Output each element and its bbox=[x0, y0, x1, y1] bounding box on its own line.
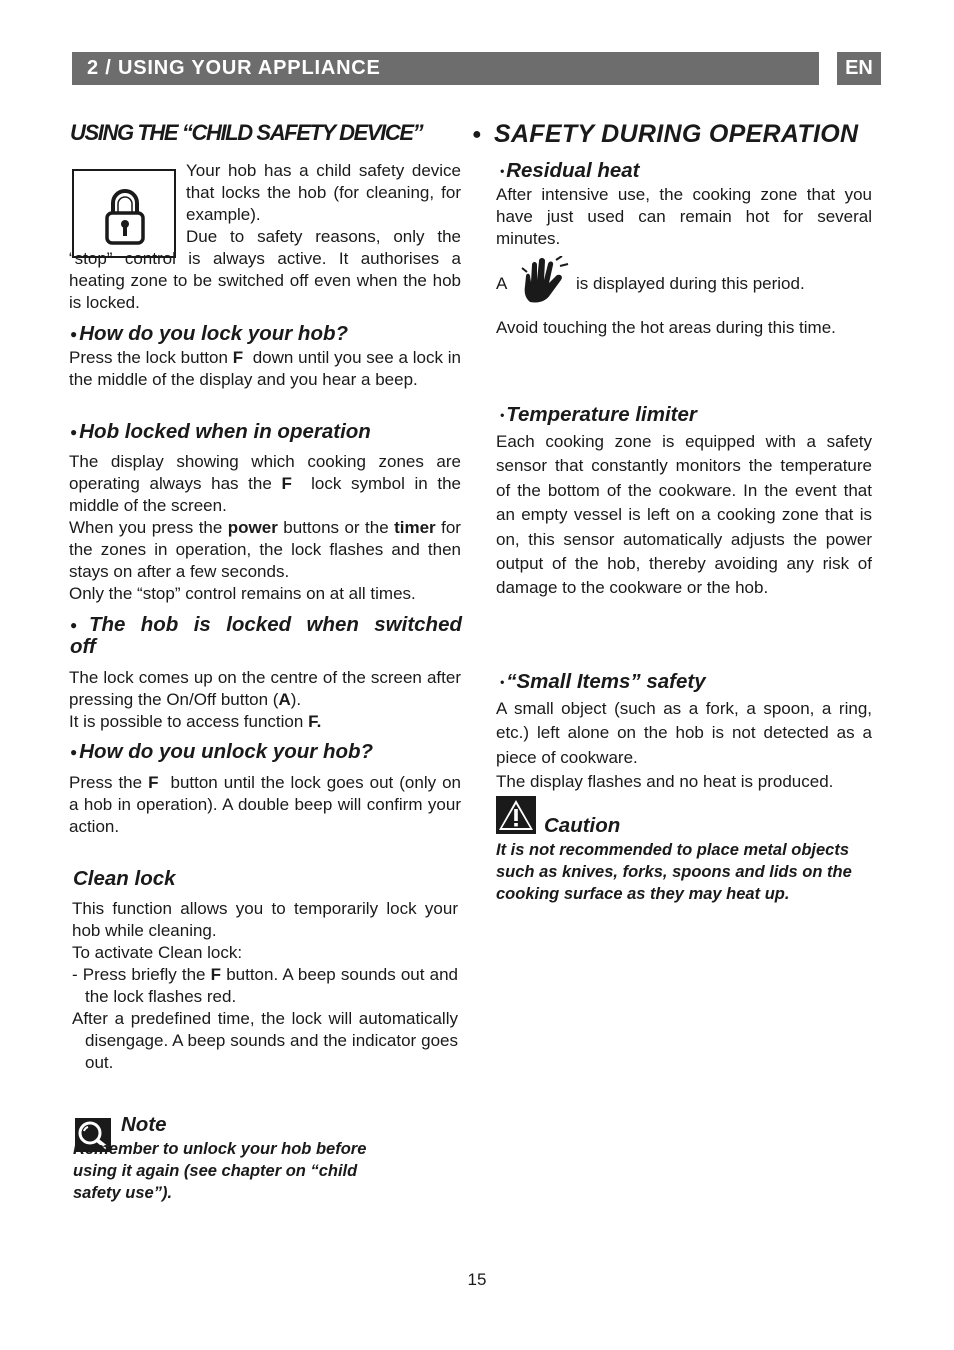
section-title: 2 / USING YOUR APPLIANCE bbox=[87, 57, 381, 79]
note-heading: Note bbox=[121, 1113, 167, 1136]
temperature-limiter-heading: •Temperature limiter bbox=[500, 403, 697, 426]
small-items-heading: •“Small Items” safety bbox=[500, 670, 706, 693]
unlock-hob-heading: ●How do you unlock your hob? bbox=[70, 740, 374, 763]
bullet-dot: ● bbox=[70, 327, 78, 341]
residual-heat-heading: •Residual heat bbox=[500, 159, 640, 182]
residual-hand-line-suffix: is displayed during this period. bbox=[576, 274, 805, 293]
temperature-limiter-text: Each cooking zone is equipped with a safety sensor that constantly monitors the temperature of the bottom of the cookware. In the event that an empty vessel is left on a cooking zone that is on, this sensor automatically adjusts the power output of the hob, thereby avoiding any risk of damage to the cookware or the hob. bbox=[496, 432, 872, 598]
small-items-text: A small object (such as a fork, a spoon, a ring, etc.) left alone on the hob is not detected as a piece of cookware. The display flashes and no heat is produced. bbox=[496, 699, 872, 792]
bullet-dot: ● bbox=[70, 745, 78, 759]
language-badge: EN bbox=[837, 52, 881, 85]
note-text: Remember to unlock your hob before using it again (see chapter on “child safety use”). bbox=[73, 1140, 367, 1202]
bullet-dot: ● bbox=[70, 618, 87, 632]
bullet-dot: • bbox=[500, 164, 505, 178]
locked-off-heading: ●The hob is locked when switched bbox=[70, 613, 462, 636]
locked-operation-text: The display showing which cooking zones are operating always has the F lock symbol in the middle of the screen. When you press the power buttons or the timer for the zones in operation, the lock flashes and then stays on after a few seconds. Only the “stop” control remains on at all times. bbox=[69, 452, 461, 603]
residual-heat-text: After intensive use, the cooking zone that you have just used can remain hot for several minutes. bbox=[496, 185, 872, 248]
bullet-dot: ● bbox=[70, 425, 78, 439]
residual-hand-line-prefix: A bbox=[496, 274, 508, 293]
hand-icon bbox=[520, 256, 570, 304]
bullet-dot: • bbox=[500, 675, 505, 689]
caution-heading: Caution bbox=[544, 814, 621, 837]
caution-text: It is not recommended to place metal objects such as knives, forks, spoons and lids on the cooking surface as they may heat up. bbox=[496, 841, 852, 903]
left-column-title: USING THE “CHILD SAFETY DEVICE” bbox=[70, 120, 423, 145]
lock-hob-text: Press the lock button F down until you see a lock in the middle of the display and you hear a beep. bbox=[69, 348, 461, 389]
clean-lock-heading: Clean lock bbox=[73, 867, 176, 890]
page-number: 15 bbox=[467, 1270, 487, 1289]
warning-triangle-icon bbox=[496, 796, 536, 834]
intro-paragraph-2: Due to safety reasons, only the “stop” control is always active. It authorises a heating zone to be switched off even when the hob is locked. bbox=[69, 227, 461, 312]
residual-heat-warning: Avoid touching the hot areas during this time. bbox=[496, 318, 836, 337]
bullet-dot: ● bbox=[472, 126, 482, 143]
locked-operation-heading: ●Hob locked when in operation bbox=[70, 420, 371, 443]
intro-paragraph-1: Your hob has a child safety device that locks the hob (for cleaning, for example). bbox=[186, 161, 461, 224]
locked-off-heading-line2: off bbox=[70, 635, 96, 658]
unlock-hob-text: Press the F button until the lock goes out (only on a hob in operation). A double beep will confirm your action. bbox=[69, 773, 462, 836]
bullet-dot: • bbox=[500, 408, 505, 422]
clean-lock-text: This function allows you to temporarily lock your hob while cleaning. To activate Clean lock: - Press briefly the F button. A beep sounds out and the lock flashes red. After a predefined time, the lock will automatically disengage. A beep sounds and the indicator goes out. bbox=[72, 899, 458, 1072]
right-column-title: ● SAFETY DURING OPERATION bbox=[472, 120, 859, 148]
locked-off-text: The lock comes up on the centre of the screen after pressing the On/Off button (A). It is possible to access function F. bbox=[69, 668, 461, 731]
lock-hob-heading: ●How do you lock your hob? bbox=[70, 322, 349, 345]
